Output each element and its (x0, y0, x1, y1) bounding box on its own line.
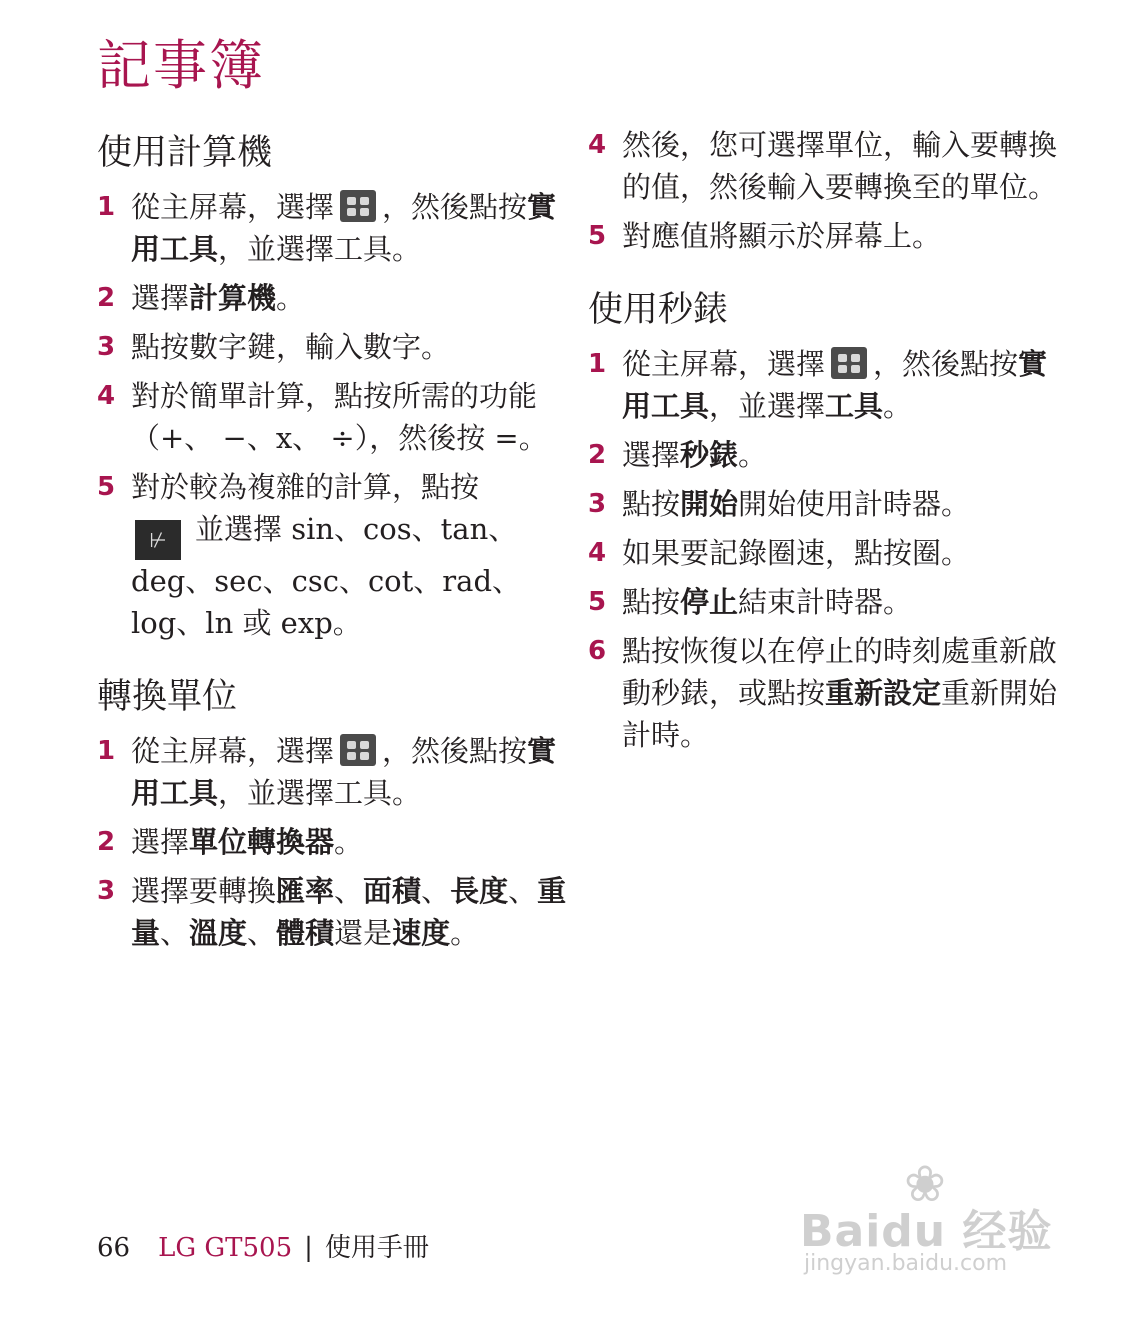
converter-step-4 (588, 124, 1058, 208)
step-number: 3 (588, 489, 607, 519)
start-label: 開始 (680, 487, 739, 521)
temperature-label: 溫度 (189, 916, 248, 950)
step-text: 。 (738, 438, 768, 472)
step-text: 選擇 (131, 281, 190, 315)
step-number: 5 (588, 587, 607, 617)
step-number: 5 (588, 221, 607, 251)
step-text: 點按數字鍵，輸入數字。 (131, 330, 451, 364)
stopwatch-step-1 (588, 343, 1058, 427)
stopwatch-step-6 (588, 630, 1058, 756)
step-text: ，並選擇工具。 (218, 776, 422, 810)
weight-label: 重量 (131, 874, 567, 950)
converter-step-3 (97, 870, 567, 954)
stopwatch-step-4 (588, 532, 1058, 574)
area-label: 面積 (363, 874, 422, 908)
page-footer (97, 1228, 429, 1268)
stopwatch-step-3 (588, 483, 1058, 525)
step-text: 、 (247, 916, 277, 950)
length-label: 長度 (450, 874, 509, 908)
speed-label: 速度 (392, 916, 451, 950)
step-text: 點按 (622, 487, 681, 521)
step-text: 點按恢復以在停止的時刻處重新啟動秒錶，或點按 (622, 634, 1058, 710)
step-number: 3 (97, 332, 116, 362)
function-icon: ⊬ (135, 520, 181, 560)
step-text: ，並選擇工具。 (218, 232, 422, 266)
volume-label: 體積 (276, 916, 335, 950)
baidu-watermark (800, 1155, 1070, 1285)
stop-label: 停止 (680, 585, 739, 619)
step-text: 。 (883, 389, 913, 423)
page-number: 66 (97, 1233, 131, 1263)
calculator-steps (97, 186, 567, 644)
step-number: 4 (588, 538, 607, 568)
step-text: 。 (276, 281, 306, 315)
step-text: ，然後點按 (382, 734, 528, 768)
step-text: 重新開始計時。 (622, 676, 1058, 752)
reset-label: 重新設定 (825, 676, 942, 710)
step-text: 從主屏幕，選擇 (131, 734, 335, 768)
step-text: 從主屏幕，選擇 (622, 347, 826, 381)
step-text: 還是 (334, 916, 393, 950)
converter-step-5 (588, 215, 1058, 257)
calculator-step-5 (97, 466, 567, 644)
step-text: 對於簡單計算，點按所需的功能（+、 −、x、 ÷），然後按 =。 (131, 379, 548, 455)
step-number: 4 (588, 130, 607, 160)
step-text: 對應值將顯示於屏幕上。 (622, 219, 942, 253)
apps-grid-icon (340, 734, 376, 766)
calculator-step-2 (97, 277, 567, 319)
utilities-label: 實用工具 (131, 190, 557, 266)
step-text: 、 (421, 874, 451, 908)
step-text: 結束計時器。 (738, 585, 913, 619)
utilities-label: 實用工具 (622, 347, 1048, 423)
step-text: 、 (160, 916, 190, 950)
step-number: 5 (97, 472, 116, 502)
step-number: 2 (97, 283, 116, 313)
step-text: 選擇 (131, 825, 190, 859)
watermark-url: jingyan.baidu.com (804, 1251, 1008, 1276)
manual-title: 使用手冊 (324, 1233, 429, 1263)
stopwatch-label: 秒錶 (680, 438, 739, 472)
step-text: 開始使用計時器。 (738, 487, 971, 521)
step-text: 並選擇 sin、cos、tan、deg、sec、csc、cot、rad、log、ln 或 exp。 (131, 512, 522, 640)
step-text: 然後，您可選擇單位，輸入要轉換的值，然後輸入要轉換至的單位。 (622, 128, 1058, 204)
step-text: ，然後點按 (873, 347, 1019, 381)
calculator-label: 計算機 (189, 281, 277, 315)
step-number: 2 (97, 827, 116, 857)
calculator-step-4 (97, 375, 567, 459)
paw-icon: ❀ (904, 1155, 946, 1213)
step-text: 。 (334, 825, 364, 859)
model-name: LG GT505 (158, 1233, 293, 1263)
step-number: 2 (588, 440, 607, 470)
step-text: 對於較為複雜的計算，點按 (131, 470, 480, 504)
apps-grid-icon (340, 190, 376, 222)
step-text: ，並選擇 (709, 389, 826, 423)
calculator-heading: 使用計算機 (97, 133, 273, 173)
step-text: 從主屏幕，選擇 (131, 190, 335, 224)
converter-steps-continued (588, 124, 1058, 257)
converter-step-1 (97, 730, 567, 814)
left-column (97, 124, 567, 978)
step-text: 選擇 (622, 438, 681, 472)
stopwatch-steps (588, 343, 1058, 756)
right-column (588, 124, 1058, 780)
step-text: 如果要記錄圈速，點按圈。 (622, 536, 971, 570)
step-number: 3 (97, 876, 116, 906)
stopwatch-step-2 (588, 434, 1058, 476)
step-number: 4 (97, 381, 116, 411)
page-title: 記事簿 (97, 34, 265, 97)
step-number: 1 (97, 192, 116, 222)
step-number: 6 (588, 636, 607, 666)
utilities-label: 實用工具 (131, 734, 557, 810)
footer-separator: | (304, 1233, 313, 1263)
step-number: 1 (97, 736, 116, 766)
unit-converter-label: 單位轉換器 (189, 825, 335, 859)
converter-heading: 轉換單位 (97, 677, 238, 717)
converter-steps (97, 730, 567, 954)
apps-grid-icon (831, 347, 867, 379)
tools-label: 工具 (825, 389, 884, 423)
currency-label: 匯率 (276, 874, 335, 908)
calculator-step-1 (97, 186, 567, 270)
step-text: 、 (508, 874, 538, 908)
stopwatch-step-5 (588, 581, 1058, 623)
step-number: 1 (588, 349, 607, 379)
stopwatch-heading: 使用秒錶 (588, 290, 729, 330)
step-text: ，然後點按 (382, 190, 528, 224)
converter-step-2 (97, 821, 567, 863)
step-text: 、 (334, 874, 364, 908)
calculator-step-3 (97, 326, 567, 368)
watermark-brand: Baidu 经验 (800, 1206, 1053, 1257)
step-text: 。 (450, 916, 480, 950)
step-text: 選擇要轉換 (131, 874, 277, 908)
step-text: 點按 (622, 585, 681, 619)
